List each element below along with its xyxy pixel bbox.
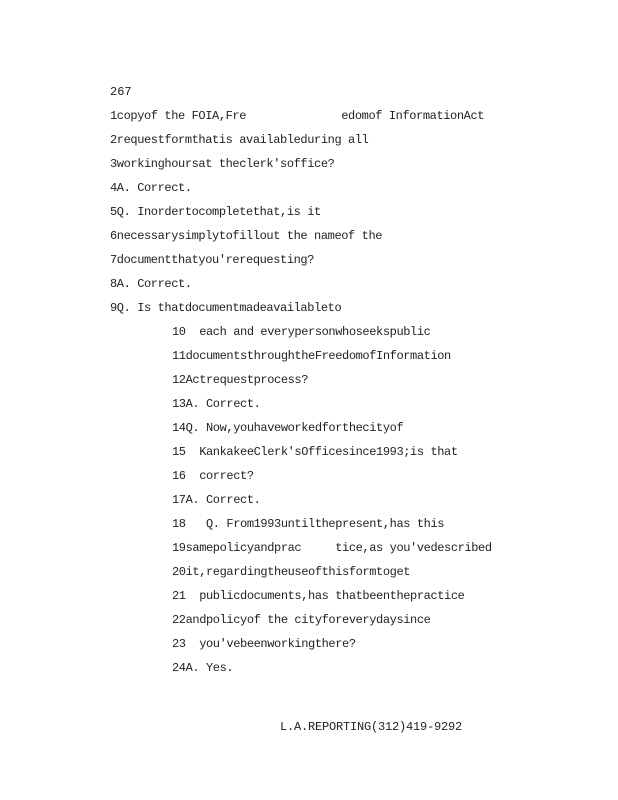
transcript-line-6: 6necessarysimplytofillout the nameof the [110,229,383,243]
transcript-line-21: 21 publicdocuments,has thatbeenthepractice [172,589,465,603]
transcript-line-14: 14Q. Now,youhaveworkedforthecityof [172,421,404,435]
transcript-line-8: 8A. Correct. [110,277,192,291]
transcript-line-1: 1copyof the FOIA,Fre edomof InformationAct [110,109,485,123]
transcript-line-15: 15 KankakeeClerk'sOfficesince1993;is that [172,445,458,459]
transcript-line-17: 17A. Correct. [172,493,261,507]
transcript-line-5: 5Q. Inordertocompletethat,is it [110,205,321,219]
transcript-line-12: 12Actrequestprocess? [172,373,309,387]
transcript-line-19: 19samepolicyandprac tice,as you'vedescribed [172,541,492,555]
transcript-line-13: 13A. Correct. [172,397,261,411]
reporter-footer: L.A.REPORTING(312)419-9292 [280,720,463,734]
transcript-line-16: 16 correct? [172,469,254,483]
transcript-line-20: 20it,regardingtheuseofthisformtoget [172,565,411,579]
transcript-line-9: 9Q. Is thatdocumentmadeavailableto [110,301,342,315]
transcript-line-4: 4A. Correct. [110,181,192,195]
transcript-line-11: 11documentsthroughtheFreedomofInformation [172,349,451,363]
transcript-line-10: 10 each and everypersonwhoseekspublic [172,325,431,339]
transcript-line-23: 23 you'vebeenworkingthere? [172,637,356,651]
transcript-line-18: 18 Q. From1993untilthepresent,has this [172,517,445,531]
transcript-line-3: 3workinghoursat theclerk'soffice? [110,157,335,171]
page-number: 267 [110,85,132,99]
transcript-line-7: 7documentthatyou'rerequesting? [110,253,315,267]
transcript-line-24: 24A. Yes. [172,661,234,675]
transcript-line-2: 2requestformthatis availableduring all [110,133,369,147]
transcript-line-22: 22andpolicyof the cityforeverydaysince [172,613,431,627]
